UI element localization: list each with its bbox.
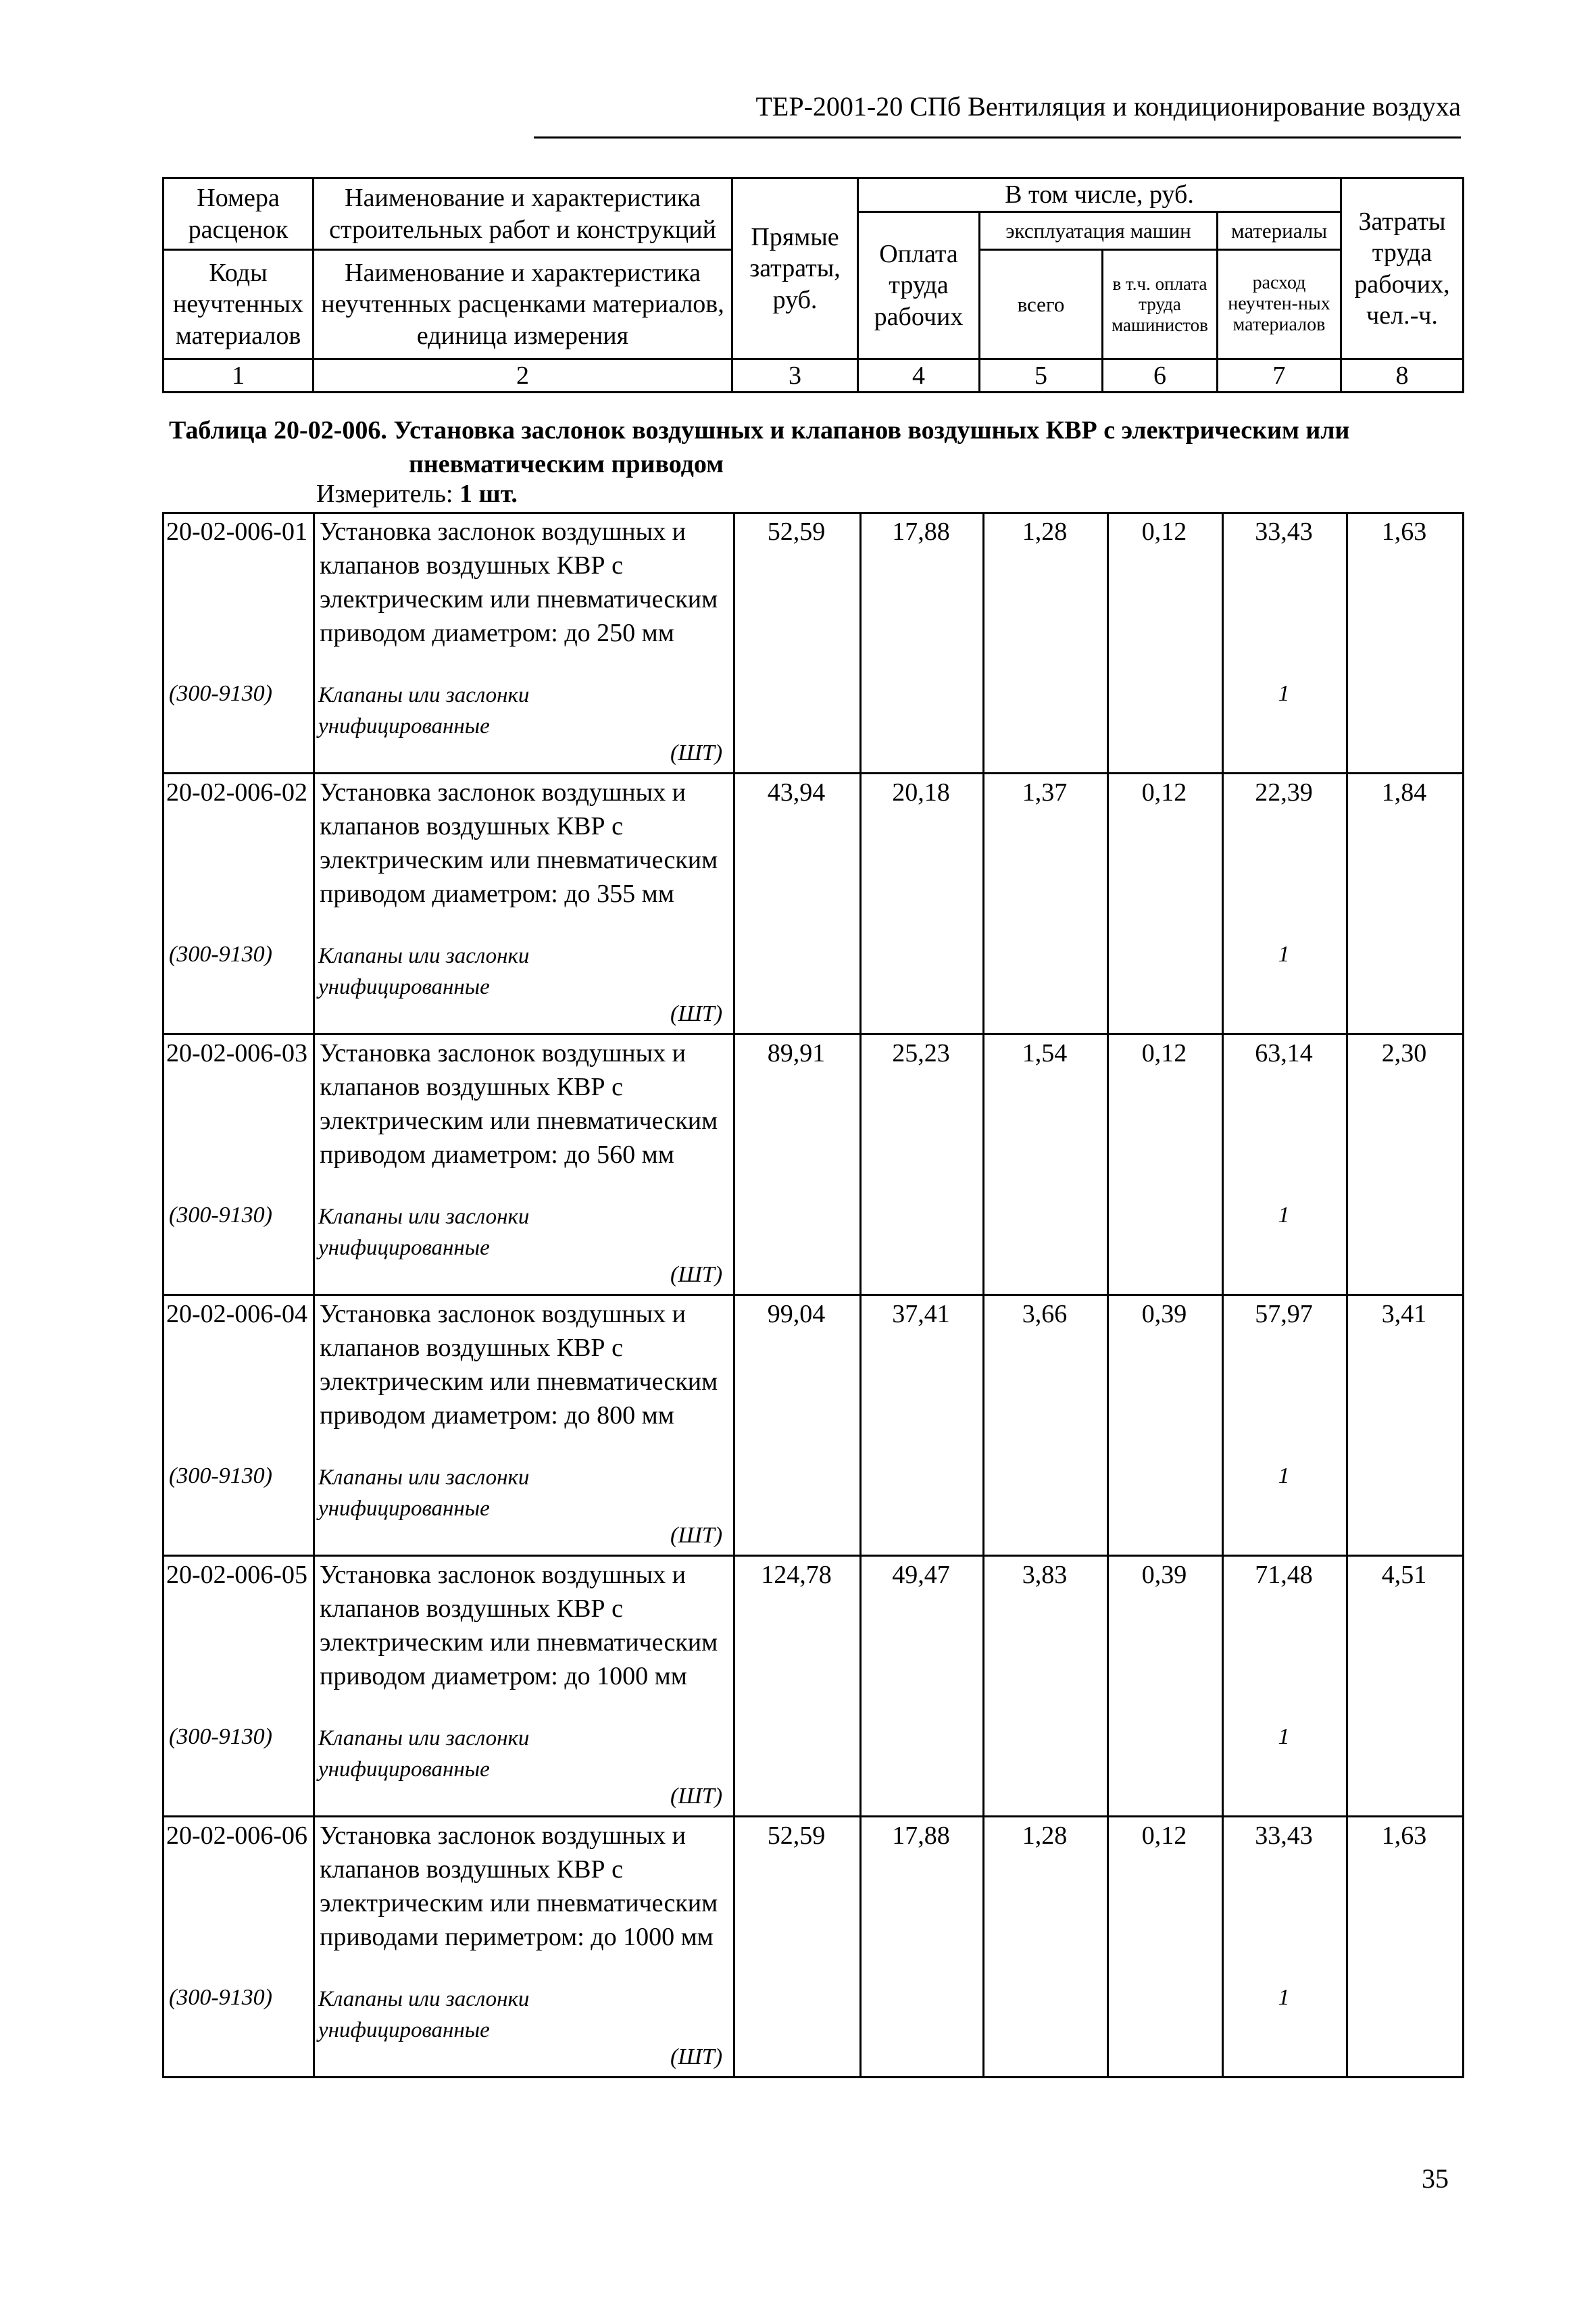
cell-direct-costs: 99,04 [767,1300,826,1328]
material-quantity: 1 [1278,681,1290,706]
rate-code: 20-02-006-02 [166,778,307,807]
rate-code: 20-02-006-05 [166,1561,307,1589]
cell-labor-hours: 1,63 [1381,1821,1427,1850]
header-col-num-3: 3 [732,359,858,393]
material-quantity: 1 [1278,1463,1290,1488]
cell-labor-pay: 17,88 [892,518,950,546]
header-col-num-6: 6 [1103,359,1218,393]
row-divider [162,1815,1464,1817]
rate-code: 20-02-006-06 [166,1821,307,1850]
header-rule [534,136,1461,139]
material-code: (300-9130) [169,1463,272,1488]
cell-labor-hours: 2,30 [1381,1039,1427,1067]
unit-value: 1 шт. [459,480,518,508]
material-name: Клапаны или заслонки унифицированные [318,1987,530,2042]
material-code: (300-9130) [169,942,272,967]
running-header: ТЕР-2001-20 СПб Вентиляция и кондиционирование воздуха [755,91,1461,122]
material-unit: (ШТ) [670,1262,723,1287]
cell-machines-total: 3,83 [1022,1561,1068,1589]
material-quantity: 1 [1278,1985,1290,2010]
header-material-description: Наименование и характеристика неучтенных расценками материалов, единица измерения [314,250,732,359]
cell-machines-total: 3,66 [1022,1300,1068,1328]
row-divider [162,1294,1464,1296]
work-description: Установка заслонок воздушных и клапанов воздушных КВР с электрическим или пневматическим приводом диаметром: до 560 мм [320,1039,718,1169]
header-machines-total: всего [980,250,1103,359]
header-col-num-1: 1 [164,359,314,393]
header-including-group: В том числе, руб. [858,178,1341,212]
cell-machines-total: 1,54 [1022,1039,1068,1067]
cell-labor-hours: 3,41 [1381,1300,1427,1328]
material-quantity: 1 [1278,1203,1290,1228]
cell-machinists-pay: 0,12 [1141,1821,1187,1850]
material-code: (300-9130) [169,1985,272,2010]
cell-labor-hours: 1,84 [1381,778,1427,807]
rate-code: 20-02-006-04 [166,1300,307,1328]
cell-labor-pay: 49,47 [892,1561,950,1589]
header-direct-costs: Прямые затраты, руб. [732,178,858,359]
column-header-table [162,177,1464,393]
table-title [169,413,1349,481]
material-code: (300-9130) [169,681,272,706]
cell-materials: 22,39 [1255,778,1313,807]
cell-direct-costs: 52,59 [767,518,826,546]
cell-machines-total: 1,37 [1022,778,1068,807]
cell-direct-costs: 52,59 [767,1821,826,1850]
material-code: (300-9130) [169,1724,272,1749]
material-name: Клапаны или заслонки унифицированные [318,1726,530,1782]
rate-code: 20-02-006-01 [166,518,307,546]
header-col-num-7: 7 [1218,359,1341,393]
cell-direct-costs: 43,94 [767,778,826,807]
material-unit: (ШТ) [670,1001,723,1026]
table-title-line-2: пневматическим приводом [409,450,724,478]
cell-machines-total: 1,28 [1022,1821,1068,1850]
column-divider [313,512,315,2078]
material-quantity: 1 [1278,1724,1290,1749]
column-divider [1462,512,1464,2078]
header-materials-group: материалы [1218,212,1341,250]
header-col-num-5: 5 [980,359,1103,393]
cell-labor-pay: 25,23 [892,1039,950,1067]
unit-label: Измеритель: [316,480,453,508]
cell-materials: 33,43 [1255,1821,1313,1850]
header-rate-numbers: Номера расценок [164,178,314,250]
work-description: Установка заслонок воздушных и клапанов воздушных КВР с электрическим или пневматическим приводом диаметром: до 800 мм [320,1300,718,1430]
material-name: Клапаны или заслонки унифицированные [318,944,530,999]
header-col-num-4: 4 [858,359,980,393]
page-number: 35 [1422,2163,1449,2194]
cell-machines-total: 1,28 [1022,518,1068,546]
cell-direct-costs: 89,91 [767,1039,826,1067]
work-description: Установка заслонок воздушных и клапанов воздушных КВР с электрическим или пневматическим приводом диаметром: до 250 мм [320,518,718,647]
material-quantity: 1 [1278,942,1290,967]
row-divider [162,2076,1464,2078]
header-machines-group: эксплуатация машин [980,212,1218,250]
cell-direct-costs: 124,78 [761,1561,832,1589]
header-labor-pay: Оплата труда рабочих [858,212,980,359]
cell-materials: 71,48 [1255,1561,1313,1589]
material-unit: (ШТ) [670,1784,723,1809]
cell-materials: 63,14 [1255,1039,1313,1067]
cell-machinists-pay: 0,12 [1141,518,1187,546]
material-unit: (ШТ) [670,740,723,765]
material-name: Клапаны или заслонки унифицированные [318,683,530,738]
header-material-codes: Коды неучтенных материалов [164,250,314,359]
cell-labor-hours: 4,51 [1381,1561,1427,1589]
cell-machinists-pay: 0,12 [1141,1039,1187,1067]
header-machinists-pay: в т.ч. оплата труда машинистов [1103,250,1218,359]
cell-materials: 57,97 [1255,1300,1313,1328]
material-name: Клапаны или заслонки унифицированные [318,1465,530,1521]
material-unit: (ШТ) [670,2044,723,2069]
header-col-num-2: 2 [314,359,732,393]
row-divider [162,1033,1464,1035]
row-divider [162,772,1464,774]
rate-code: 20-02-006-03 [166,1039,307,1067]
table-title-line-1: Таблица 20-02-006. Установка заслонок воздушных и клапанов воздушных КВР с электрическим или [169,416,1350,445]
material-name: Клапаны или заслонки унифицированные [318,1205,530,1260]
header-material-consumption: расход неучтен-ных материалов [1218,250,1341,359]
row-divider [162,512,1464,514]
header-labor-hours: Затраты труда рабочих, чел.-ч. [1341,178,1464,359]
cell-labor-pay: 20,18 [892,778,950,807]
unit-of-measure [316,481,518,507]
cell-labor-pay: 17,88 [892,1821,950,1850]
work-description: Установка заслонок воздушных и клапанов воздушных КВР с электрическим или пневматическим приводом диаметром: до 355 мм [320,778,718,908]
cell-labor-pay: 37,41 [892,1300,950,1328]
material-code: (300-9130) [169,1203,272,1228]
cell-labor-hours: 1,63 [1381,518,1427,546]
material-unit: (ШТ) [670,1523,723,1548]
header-col-num-8: 8 [1341,359,1464,393]
work-description: Установка заслонок воздушных и клапанов воздушных КВР с электрическим или пневматическим приводом диаметром: до 1000 мм [320,1561,718,1690]
row-divider [162,1555,1464,1557]
cell-machinists-pay: 0,39 [1141,1300,1187,1328]
cell-machinists-pay: 0,39 [1141,1561,1187,1589]
work-description: Установка заслонок воздушных и клапанов воздушных КВР с электрическим или пневматическим приводами периметром: до 1000 мм [320,1821,718,1951]
column-divider [162,512,164,2078]
cell-materials: 33,43 [1255,518,1313,546]
cell-machinists-pay: 0,12 [1141,778,1187,807]
header-work-description: Наименование и характеристика строительных работ и конструкций [314,178,732,250]
